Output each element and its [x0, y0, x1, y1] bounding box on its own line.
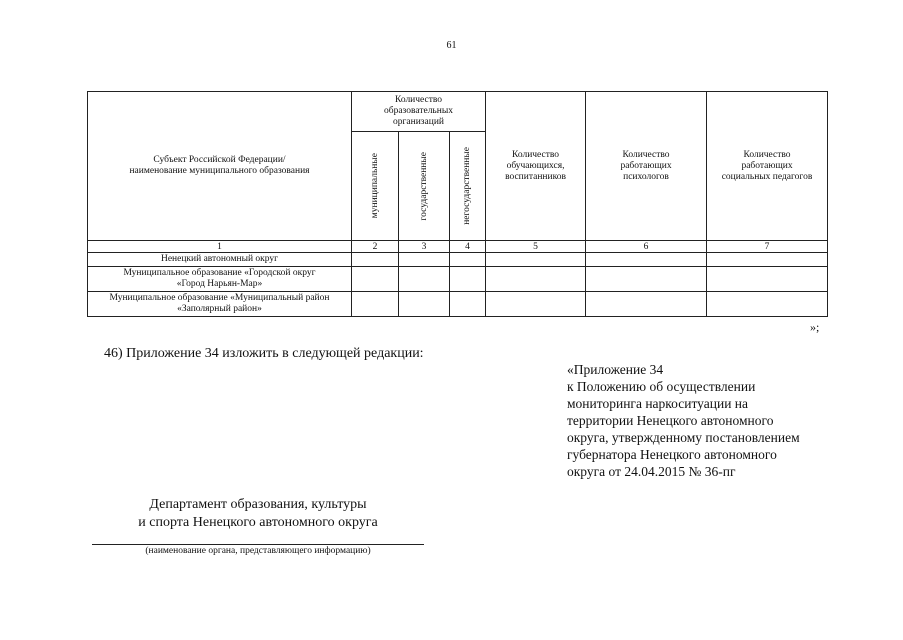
header-students-line3: воспитанников	[505, 171, 566, 182]
page-number: 61	[446, 40, 457, 51]
header-psych-line2: работающих	[620, 160, 672, 171]
header-social-line2: работающих	[741, 160, 793, 171]
table-cell	[352, 292, 399, 317]
table-cell	[586, 267, 707, 292]
department-line1: Департамент образования, культуры	[149, 497, 367, 512]
column-number: 4	[450, 241, 486, 253]
row-name-line2: «Город Нарьян-Мар»	[176, 279, 263, 289]
appendix-line: округа, утвержденному постановлением	[567, 430, 800, 445]
header-social-line1: Количество	[743, 149, 791, 160]
header-state	[399, 132, 450, 241]
appendix-line: мониторинга наркоситуации на	[567, 396, 749, 411]
appendix-line: губернатора Ненецкого автономного	[567, 447, 777, 462]
row-name	[88, 253, 352, 267]
header-municipal-label: муниципальные	[369, 153, 380, 219]
header-orgs-line3: организаций	[393, 117, 445, 127]
appendix-line: территории Ненецкого автономного	[567, 413, 774, 428]
table-cell	[586, 292, 707, 317]
header-psych-line1: Количество	[622, 149, 670, 160]
column-number: 1	[88, 241, 352, 253]
column-number: 7	[707, 241, 828, 253]
appendix-line: к Положению об осуществлении	[567, 379, 756, 394]
table-cell	[486, 253, 586, 267]
header-state-label: государственные	[418, 151, 429, 221]
header-students-line1: Количество	[511, 149, 560, 160]
table-row	[88, 267, 828, 292]
department-name	[90, 496, 426, 532]
table-cell	[352, 267, 399, 292]
table-cell	[399, 292, 450, 317]
row-name-line2: «Заполярный район»	[177, 304, 262, 314]
table-row	[88, 292, 828, 317]
header-orgs-line1: Количество	[394, 95, 443, 105]
table-cell	[450, 292, 486, 317]
monitoring-table	[87, 91, 828, 317]
header-psychologists	[586, 92, 707, 241]
table-cell	[486, 292, 586, 317]
column-number: 2	[352, 241, 399, 253]
table-cell	[707, 292, 828, 317]
header-students-line2: обучающихся,	[506, 160, 565, 171]
table-cell	[707, 267, 828, 292]
underline	[92, 544, 424, 545]
header-subject	[88, 92, 352, 241]
header-municipal	[352, 132, 399, 241]
table-cell	[399, 253, 450, 267]
appendix-line: «Приложение 34	[567, 362, 664, 377]
header-students	[486, 92, 586, 241]
table-cell	[450, 267, 486, 292]
appendix-line: округа от 24.04.2015 № 36-пг	[567, 464, 736, 479]
header-social-pedagogues	[707, 92, 828, 241]
row-name-line1: Ненецкий автономный округ	[160, 254, 279, 264]
appendix-heading	[567, 361, 867, 480]
table-cell	[450, 253, 486, 267]
row-name-line1: Муниципальное образование «Муниципальный район	[109, 293, 330, 303]
column-number: 6	[586, 241, 707, 253]
department-caption: (наименование органа, представляющего информацию)	[145, 546, 371, 556]
amendment-instruction: 46) Приложение 34 изложить в следующей редакции:	[104, 346, 424, 361]
header-subject-line2: наименование муниципального образования	[129, 166, 310, 176]
table-cell	[486, 267, 586, 292]
column-number: 3	[399, 241, 450, 253]
header-subject-line1: Субъект Российской Федерации/	[153, 155, 286, 165]
header-social-line3: социальных педагогов	[721, 171, 813, 182]
table-cell	[399, 267, 450, 292]
header-psych-line3: психологов	[623, 171, 669, 182]
table-cell	[707, 253, 828, 267]
department-line2: и спорта Ненецкого автономного округа	[138, 515, 378, 530]
table-cell	[352, 253, 399, 267]
header-orgs-count	[352, 92, 486, 132]
row-name	[88, 292, 352, 317]
row-name-line1: Муниципальное образование «Городской округ	[123, 268, 316, 278]
column-number: 5	[486, 241, 586, 253]
header-nonstate-label: негосударственные	[462, 147, 472, 225]
header-orgs-line2: образовательных	[384, 106, 453, 116]
row-name	[88, 267, 352, 292]
table-row	[88, 253, 828, 267]
header-nonstate	[450, 132, 486, 241]
table-cell	[586, 253, 707, 267]
closing-quote: »;	[810, 320, 820, 334]
